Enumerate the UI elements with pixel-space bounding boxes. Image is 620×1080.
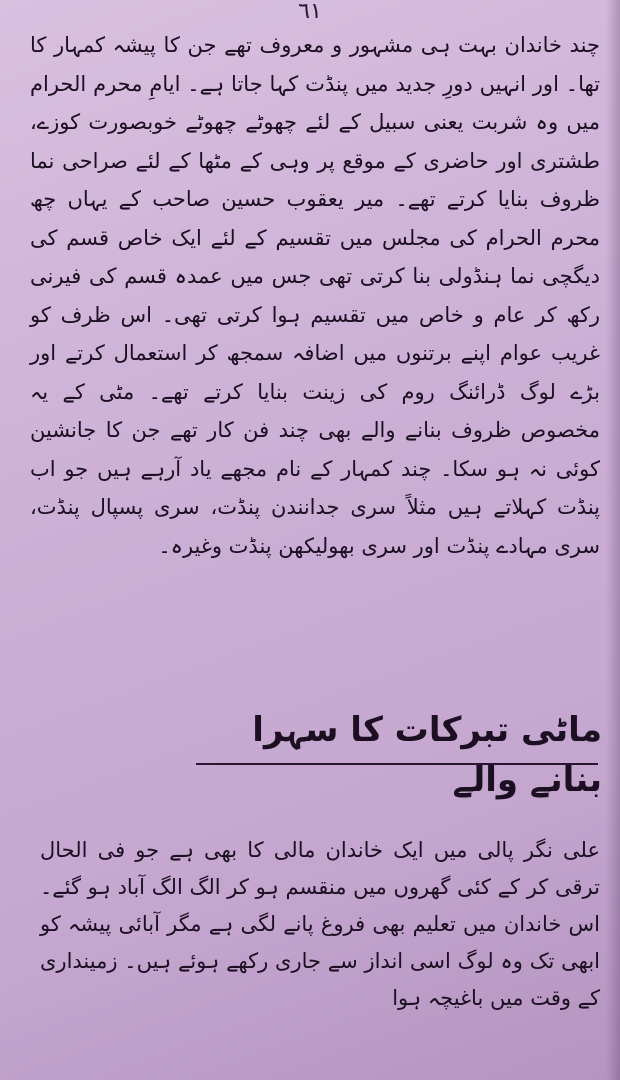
section-heading: ماٹی تبرکات کا سہرا بنانے والے xyxy=(252,710,602,800)
page-edge-shadow xyxy=(606,0,620,1080)
heading-underline xyxy=(196,763,598,765)
paragraph-potters: چند خاندان بہت ہی مشہور و معروف تھے جن کا پیشہ کمہار کا تھا۔ اور انہیں دورِ جدید میں پنڈت کہا جاتا ہے۔ ایامِ محرم الحرام میں وہ شربت یعنی سبیل کے لئے چھوٹے چھوٹے خوبصورت کوزے، طشتری اور حاضری کے موقع پر وہی کے مٹھا کے لئے صراحی نما ظروف بنایا کرتے تھے۔ میر یعقوب حسین صاحب کے یہاں چھ محرم الحرام کی مجلس میں تقسیم کے لئے ایک خاص قسم کی دیگچی نما ہنڈولی بنا کرتی تھی جس میں عمدہ قسم کی فیرنی رکھ کر عام و خاص میں تقسیم ہوا کرتی تھی۔ اس ظرف کو غریب عوام اپنے برتنوں میں اضافہ سمجھ کر استعمال کرتے اور بڑے لوگ ڈرائنگ روم کی زینت بنایا کرتے تھے۔ مٹی کے یہ مخصوص ظروف بنانے والے بھی چند فن کار تھے جن کا جانشین کوئی نہ ہو سکا۔ چند کمہار کے نام مجھے یاد آرہے ہیں جو اب پنڈت کہلاتے ہیں مثلاً سری جدانندن پنڈت، سری پسپال پنڈت، سری مہادے پنڈت اور سری بھولیکھن پنڈت وغیرہ۔ xyxy=(30,33,600,558)
page-number: ٦١ xyxy=(298,0,322,24)
paragraph-mali-family: علی نگر پالی میں ایک خاندان مالی کا بھی ہے جو فی الحال ترقی کر کے کئی گھروں میں منقسم ہو کر الگ الگ آباد ہو گئے۔ اس خاندان میں تعلیم بھی فروغ پانے لگی ہے مگر آبائی پیشہ کو ابھی تک وہ لوگ اسی انداز سے جاری رکھے ہوئے ہیں۔ زمینداری کے وقت میں باغیچہ ہوا xyxy=(40,838,600,1010)
